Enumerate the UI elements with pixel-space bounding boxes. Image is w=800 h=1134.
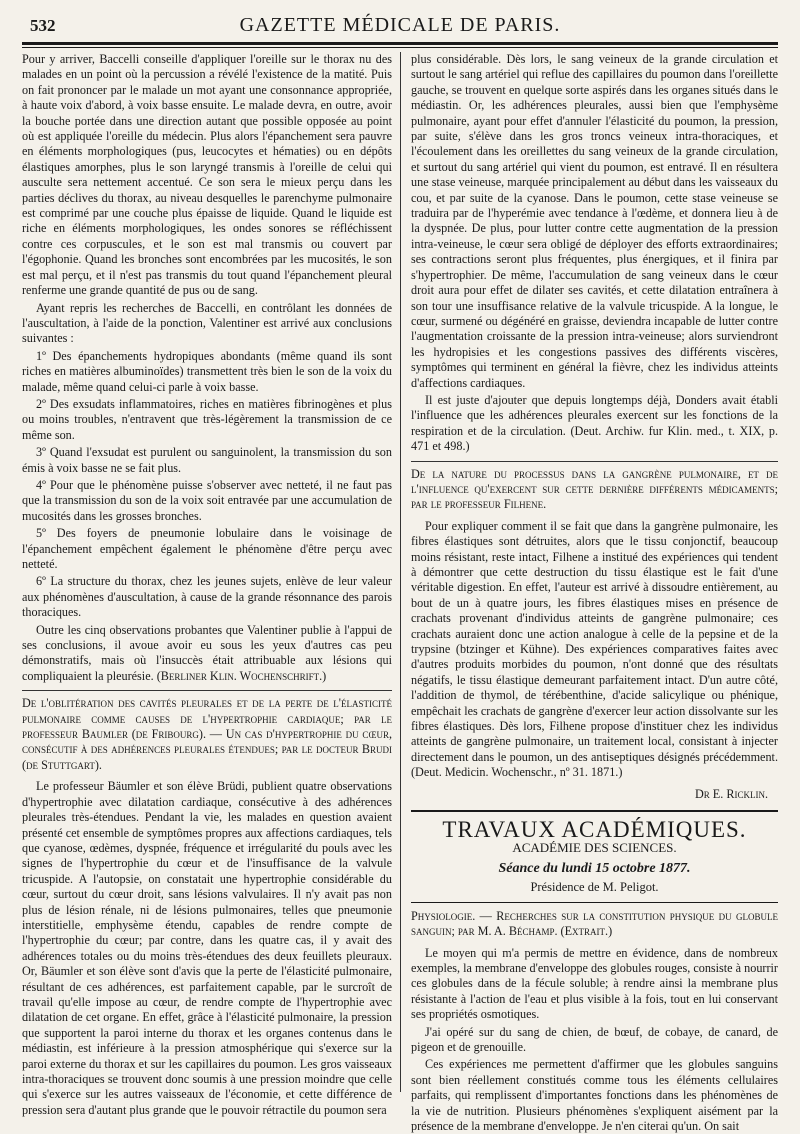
page-header <box>22 14 778 40</box>
paragraph: Le moyen qui m'a permis de mettre en évidence, dans de nombreux exemples, la membrane d'enveloppe des globules rouges, consiste à nourrir ces globules dans de la fécule soluble; à rendre ainsi la membrane plus résistante à l'action de l'eau et plus visible à la fois, tout en lui conservant ses propriétés osmotiques. <box>411 945 778 1022</box>
paragraph-text: Outre les cinq observations probantes que Valentiner publie à l'appui de ses conclusions, il avoue avoir eu sous les yeux d'autres cas peu démonstratifs, mais où l'insuccès était attribuable aux lésions qui compliquaient la pleurésie. <box>22 622 392 683</box>
article-heading: De la nature du processus dans la gangrène pulmonaire, et de l'influence qu'exercent sur cette dernière différents médicaments; par le professeur Filhene. <box>411 461 778 513</box>
academic-section <box>411 810 778 903</box>
section-title: TRAVAUX ACADÉMIQUES. <box>442 817 747 843</box>
session-date: Séance du lundi 15 octobre 1877. <box>498 860 691 876</box>
conclusion-item: 2º Des exsudats inflammatoires, riches en matières fibrinogènes et plus ou moins troubles, n'entravent que très-légèrement la transmission de ce même son. <box>22 396 392 442</box>
conclusion-item: 6º La structure du thorax, chez les jeunes sujets, enlève de leur valeur aux phénomènes d'auscultation, à cause de la grande résonnance des parois thoraciques. <box>22 574 392 620</box>
section-subtitle: ACADÉMIE DES SCIENCES. <box>512 839 677 855</box>
article-heading: Physiologie. — Recherches sur la constitution physique du globule sanguin; par M. A. Béchamp. (Extrait.) <box>411 908 778 939</box>
author-signature: Dr E. Ricklin. <box>694 786 768 801</box>
conclusion-item: 4º Pour que le phénomène puisse s'observer avec netteté, il ne faut pas que la transmission du son de la voix soit entravée par une accumulation de mucosités dans les grosses bronches. <box>22 477 392 523</box>
header-rule <box>22 42 778 45</box>
conclusion-item: 1º Des épanchements hydropiques abondants (même quand ils sont riches en matières albuminoïdes) transmettent très bien le son de la voix du malade, même quand celui-ci parle à voix basse. <box>22 348 392 394</box>
citation: (Berliner Klin. Wochenschrift.) <box>156 668 327 683</box>
paragraph: Pour y arriver, Baccelli conseille d'appliquer l'oreille sur le thorax nu des malades en un point où la percussion a révélé l'existence de la matité. Puis on fait prononcer par le malade un mot ayant une consonnance appropriée, à haute voix d'abord, à voix basse ensuite. Le malade devra, en outre, avoir la bouche portée dans une direction autant que possible opposée au point où est appliquée l'oreille du médecin. Plus alors l'épanchement sera pauvre en éléments morphologiques (pus, leucocytes et hématies) ou en dépôts élastiques amorphes, plus le son laryngé transmis à l'oreille de celui qui ausculte sera nettement accentué. Ce son sera le mieux perçu dans les parties déclives du thorax, au niveau desquelles le parenchyme pulmonaire est comprimé par une couche plus épaisse de liquide. Quand le liquide est riche en éléments morphologiques, les ondes sonores se réfléchissent contre ces corpuscules, et le son est mal transmis ou couvert par l'égophonie. Quand les bronches sont encombrées par les mucosités, le son est mal perçu, et il n'est pas transmis du tout quand l'épanchement pleural renferme une grande quantité de pus ou de sang. <box>22 52 392 298</box>
paragraph: Ayant repris les recherches de Baccelli, en contrôlant les données de l'auscultation, à l'aide de la ponction, Valentiner est arrivé aux conclusions suivantes : <box>22 300 392 346</box>
paragraph: plus considérable. Dès lors, le sang veineux de la grande circulation et surtout le sang artériel qui reflue des capillaires du poumon dans l'oreillette gauche, se trouvent en quelque sorte aspirés dans les organes situés dans le médiastin. Or, les adhérences pleurales, aussi bien que l'emphysème pulmonaire, ayant pour effet d'annuler l'élasticité du poumon, la pression, par suite, s'élève dans les gros troncs veineux intra-thoraciques, et l'écoulement dans les oreillettes du sang veineux de la grande circulation, et surtout du sang artériel qui vient du poumon, est entravé. Il en résultera une stase veineuse, marquée principalement au début dans les vaisseaux du cou, et par suite de la cyanose. Dans le poumon, cette stase veineuse se traduira par de l'hyperémie avec tendance à l'œdème, et donnera lieu à de la dyspnée. De plus, pour lutter contre cette augmentation de la pression intra-veineuse, le cœur sera obligé de déployer des efforts extraordinaires; ses contractions seront plus fréquentes, plus énergiques, et il finira par s'hypertrophier. De même, l'accumulation de sang veineux dans le cœur droit aura pour effet de dilater ses cavités, et cette dilatation entraînera à son tour une insuffisance relative de la valvule tricuspide. A la longue, le cœur, surmené ou dégénéré en graisse, deviendra incapable de lutter contre l'augmentation croissante de la pression intra-veineuse; alors surviendront les hydropisies et les congestions passives des différents viscères, symptômes qui terminent en général la fièvre, chez les individus atteints d'affections cardiaques. <box>411 52 778 390</box>
conclusion-item: 3º Quand l'exsudat est purulent ou sanguinolent, la transmission du son émis à voix basse ne se fait plus. <box>22 445 392 475</box>
paragraph: Il est juste d'ajouter que depuis longtemps déjà, Donders avait établi l'influence que les adhérences pleurales exercent sur les fonctions de la respiration et de la circulation. (Deut. Archiw. fur Klin. med., t. XIX, p. 471 et 498.) <box>411 392 778 454</box>
paragraph: Le professeur Bäumler et son élève Brüdi, publient quatre observations d'hypertrophie avec dilatation cardiaque, consécutive à des adhérences pleurales très-étendues. Pendant la vie, les malades en question avaient présenté cet ensemble de symptômes propres aux affections cardiaques, tels que cyanose, œdèmes, dyspnée, fréquence et irrégularité du pouls avec les signes de l'hypertrophie du cœur et de l'insuffisance de la valvule tricuspide. A l'autopsie, on constatait une hypertrophie considérable du cœur, surtout du cœur droit, sans lésions valvulaires. Il n'y avait pas non plus de lésion rénale, ni de lésions pulmonaires, telles que pneumonie interstitielle, emphysème étendu, capables de rendre compte de l'hypertrophie du cœur; par contre, dans les quatre cas, il y avait des adhérences totales ou du moins très-étendues des deux feuillets pleuraux. Or, Bäumler et son élève sont d'avis que la perte de l'élasticité pulmonaire, résultant de ces adhérences, est parfaitement capable, par le surcroît de travail qu'elle impose au cœur, de rendre compte de l'hypertrophie avec dilatation de cet organe. En effet, grâce à l'élasticité pulmonaire, la pression que supportent la paroi interne du thorax et les organes contenus dans le médiastin, est inférieure à la pression atmosphérique qui s'exerce sur la paroi externe du thorax et sur les capillaires du poumon. Les gros vaisseaux intra-thoraciques se trouvent donc soumis à une pression moindre que celle qui s'exerce sur les autres vaisseaux de l'économie, et cette différence de pression sera d'autant plus grande que le pouvoir rétractile du poumon sera <box>22 779 392 1117</box>
journal-title: GAZETTE MÉDICALE DE PARIS. <box>239 14 561 36</box>
article-heading: De l'oblitération des cavités pleurales et de la perte de l'élasticité pulmonaire comme causes de l'hypertrophie cardiaque; par le professeur Baumler (de Fribourg). — Un cas d'hypertrophie du cœur, consécutif à des adhérences pleurales étendues; par le docteur Brudi (de Stuttgart). <box>22 690 392 773</box>
header-rule-thin <box>22 47 778 48</box>
page-number: 532 <box>30 16 56 35</box>
paragraph: Ces expériences me permettent d'affirmer que les globules sanguins sont bien réellement constitués comme tous les éléments cellulaires parfaits, qui remplissent d'importantes fonctions dans les phénomènes de la vie de nutrition. Plusieurs phénomènes s'expliquent aisément par la présence de la membrane d'enveloppe. Je n'en citerai qu'un. On sait <box>411 1057 778 1133</box>
conclusion-item: 5º Des foyers de pneumonie lobulaire dans le voisinage de l'épanchement empêchent également le phénomène d'être perçu avec netteté. <box>22 526 392 571</box>
presidency: Présidence de M. Peligot. <box>530 880 659 895</box>
paragraph: J'ai opéré sur du sang de chien, de bœuf, de cobaye, de canard, de pigeon et de grenouille. <box>411 1024 778 1054</box>
paragraph: Pour expliquer comment il se fait que dans la gangrène pulmonaire, les fibres élastiques sont détruites, alors que le tissu conjonctif, beaucoup moins résistant, reste intact, Filhene a institué des expériences qui tendent à démontrer que cette destruction du tissu élastique est le fait d'une véritable digestion. En effet, l'auteur est arrivé à dissoudre entièrement, au bout de un à quatre jours, les fibres élastiques mises en présence de crachats provenant d'individus atteints de gangrène pulmonaire; ces crachats auraient donc une action analogue à celle de la pepsine et de la trypsine (btzinger et Kühne). Des expériences comparatives faites avec d'autres produits morbides du poumon, n'ont donné que des résultats négatifs, le tissu élastique demeurant parfaitement intact. D'un autre côté, l'addition de thymol, de térébenthine, d'acide salicylique ou phénique, empêchait les crachats de gangrène d'exercer leur action dissolvante sur les fibres élastiques. Dès lors, Filhene propose d'instituer chez les individus atteints de gangrène pulmonaire, un traitement local, consistant à injecter directement dans le poumon, un des antiseptiques désignés précédemment. (Deut. Medicin. Wochenschr., nº 31. 1871.) <box>411 518 778 780</box>
paragraph <box>22 623 392 685</box>
left-column <box>22 52 400 1117</box>
text-columns <box>22 52 778 1133</box>
right-column <box>400 52 778 1133</box>
